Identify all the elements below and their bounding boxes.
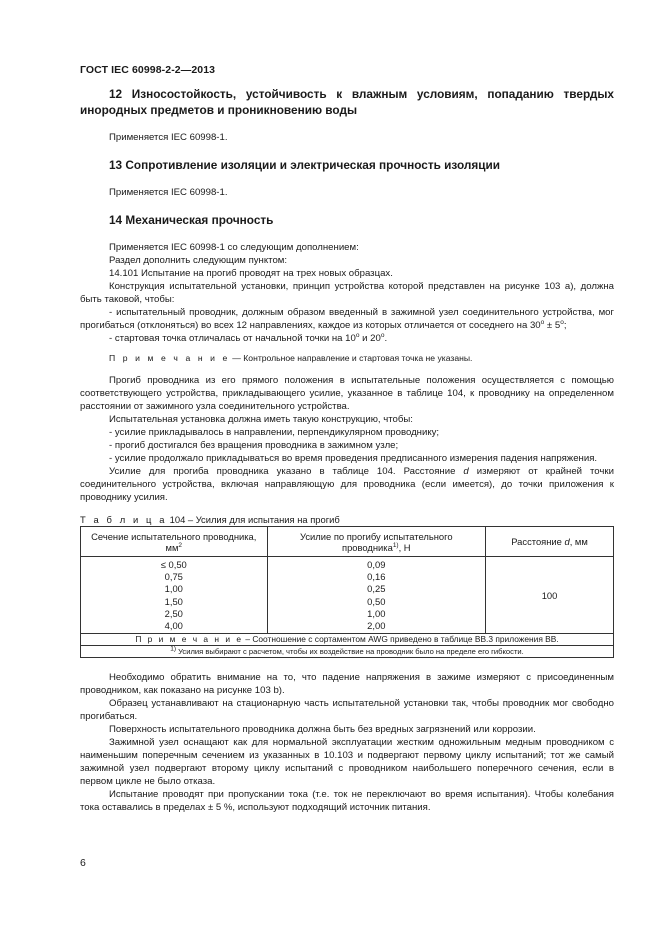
s14-paragraph-8: Испытательная установка должна иметь такую конструкцию, чтобы: [109,414,413,425]
table-row [81,557,614,634]
after-paragraph-1: Необходимо обратить внимание на то, что падение напряжения в зажиме измеряют с присоединенным проводником, как показано на рисунке 103 b). [80,672,614,697]
section-13-title: 13 Сопротивление изоляции и электрическая прочность изоляции [109,158,500,172]
table-cell: 0,25 [367,583,386,595]
table-cell: 0,75 [164,571,183,583]
s14-paragraph-2: Раздел дополнить следующим пунктом: [109,255,288,266]
after-paragraph-2: Образец устанавливают на стационарную часть испытательной установки так, чтобы проводник мог свободно прогибаться. [80,698,614,723]
table-caption: Т а б л и ц а 104 – Усилия для испытания на прогиб [80,514,340,525]
table-cell: ≤ 0,50 [160,559,187,570]
after-paragraph-3: Поверхность испытательного проводника должна быть без вредных загрязнений или коррозии. [109,724,536,736]
table-cell: 1,50 [164,595,183,607]
s14-paragraph-11: - усилие продолжало прикладываться во время проведения предписанного измерения падения напряжения. [109,453,598,464]
table-note: П р и м е ч а н и е – Соотношение с сортаментом AWG приведено в таблице ВВ.3 приложения ВВ. [81,634,614,646]
note-text: — Контрольное направление и стартовая точка не указаны. [229,353,473,363]
table-cell: 2,00 [367,620,386,632]
s14-paragraph-9: - усилие прикладывалось в направлении, перпендикулярном проводнику; [109,427,440,438]
page-content [80,86,614,814]
s14-paragraph-1: Применяется IEC 60998-1 со следующим дополнением: [109,242,359,253]
table-cell: 0,50 [367,595,386,607]
cross-section-values [81,557,268,634]
table-cell: 0,16 [367,571,386,583]
section-12-text: Применяется IEC 60998-1. [109,132,228,143]
section-14-title: 14 Механическая прочность [109,213,274,227]
table-cell: 2,50 [164,607,183,619]
force-values [267,557,486,634]
header-cross-section: Сечение испытательного проводника, $мм^2$ [81,527,268,557]
document-header: ГОСТ IEC 60998-2-2—2013 [80,64,216,76]
after-paragraph-5: Испытание проводят при пропускании тока (т.е. ток не переключают во время испытания). Чтобы колебания тока оставались в пределах ± 5 %, используют подходящий источник питания. [80,789,614,814]
s14-note [80,352,614,364]
section-12-title: 12 Износостойкость, устойчивость к влажным условиям, попаданию твердых инородных предметов и проникновению воды [80,87,614,117]
table-footnote-row [81,646,614,658]
s14-paragraph-7: Прогиб проводника из его прямого положения в испытательные положения осуществляется с помощью соответствующего устройства, прикладывающего усилие, указанное в таблице 104, к проводнику на определенном расстоянии от зажимного узла соединительного устройства. [80,375,614,412]
after-paragraph-4: Зажимной узел оснащают как для нормальной эксплуатации жестким одножильным медным проводником с наименьшим поперечным сечением из указанных в 10.103 и подвергают первому циклу испытаний; тот же самый зажимной узел подвергают второму циклу испытаний с проводником наибольшего поперечного сечения, если в первом цикле не было отказа. [80,737,614,788]
table-cell: 1,00 [164,583,183,595]
s14-paragraph-12: Усилие для прогиба проводника указано в таблице 104. Расстояние d измеряют от крайней точки соединительного устройства, включая направляющую для проводника (если имеется), до точки приложения к проводнику усилия. [80,466,614,503]
s14-paragraph-6: - стартовая точка отличалась от начальной точки на $10^о$ и $20^о$. [109,331,388,344]
header-distance: Расстояние d, мм [486,527,614,557]
s14-paragraph-4: Конструкция испытательной установки, принцип устройства которой представлен на рисунке 103 а), должна быть таковой, чтобы: [80,281,614,305]
s14-paragraph-3: 14.101 Испытание на прогиб проводят на трех новых образцах. [109,268,393,279]
distance-value: 100 [486,557,614,634]
table-header-row [81,527,614,557]
table-footnote: $^{1)}$ Усилия выбирают с расчетом, чтобы их воздействие на проводник было на пределе его гибкости. [81,646,614,658]
s14-paragraph-5: - испытательный проводник, должным образом введенный в зажимной узел соединительного устройства, мог прогибаться (отклоняться) во всех 12 направлениях, каждое из которых отличается от соседнего на $30^о \pm 5^о$; [80,307,614,331]
table-cell: 4,00 [164,620,183,632]
s14-paragraph-10: - прогиб достигался без вращения проводника в зажимном узле; [109,440,399,451]
force-table [80,526,614,658]
table-cell: 1,00 [367,607,386,619]
section-13-text: Применяется IEC 60998-1. [109,187,228,198]
note-label: П р и м е ч а н и е [109,353,230,363]
table-cell: 0,09 [367,559,386,570]
header-force: Усилие по прогибу испытательного проводника$^{1)}$, Н [267,527,486,557]
table-note-row [81,634,614,646]
page-number: 6 [80,857,86,869]
